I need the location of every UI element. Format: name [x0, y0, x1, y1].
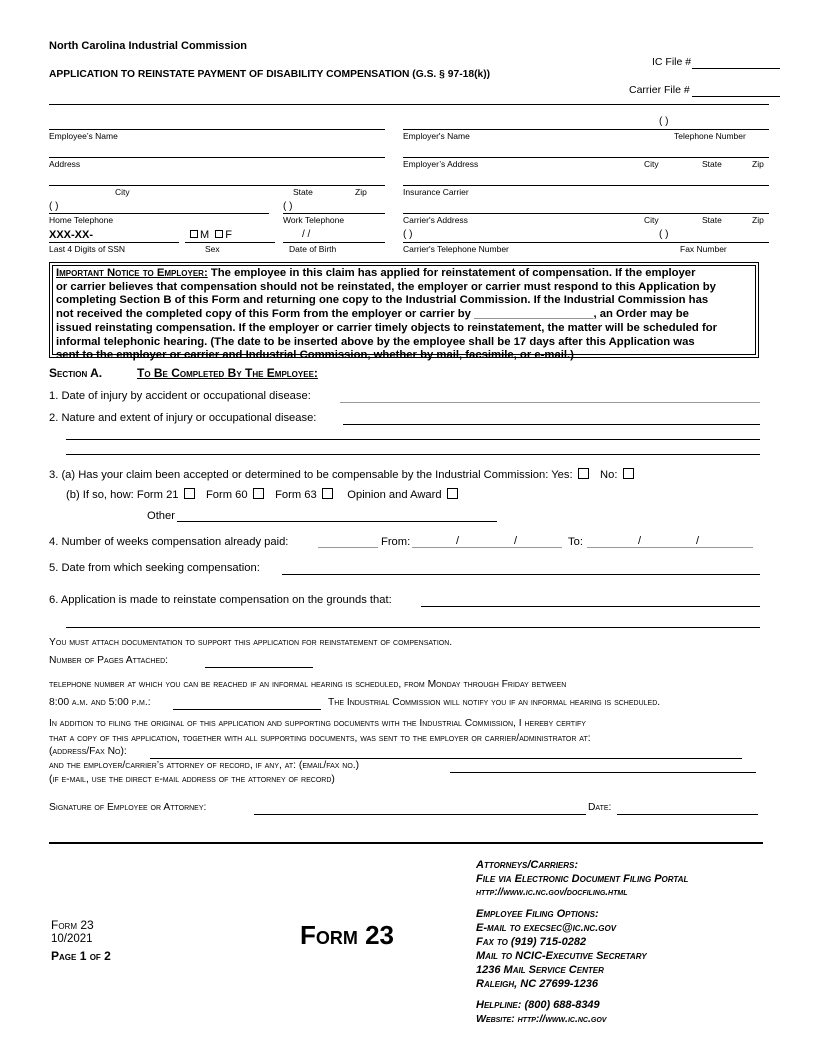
q4-label: 4. Number of weeks compensation already paid: — [49, 536, 289, 548]
employer-address-field[interactable] — [403, 157, 769, 158]
employer-state-label: State — [702, 159, 722, 169]
q3a-label: 3. (a) Has your claim been accepted or determined to be compensable by the Industrial Commission: Yes: — [49, 469, 573, 481]
hearing-phone-field[interactable] — [173, 709, 321, 710]
fax-filing-line: Fax to (919) 715-0282 — [476, 936, 587, 948]
dob-slashes: / / — [302, 229, 311, 240]
sex-f-label: F — [225, 229, 233, 241]
important-notice-text — [52, 265, 756, 362]
hearing-phone-label: 8:00 a.m. and 5:00 p.m.: — [49, 697, 151, 708]
employer-phone-area-code: ( ) — [659, 116, 669, 127]
q3a-no-checkbox[interactable] — [623, 468, 634, 479]
sex-options — [190, 229, 232, 241]
employee-zip-label: Zip — [355, 187, 367, 197]
dob-label: Date of Birth — [289, 244, 337, 254]
section-a-label: Section A. — [49, 366, 103, 380]
sex-m-label: M — [200, 229, 210, 241]
efile-portal-link[interactable]: http://www.ic.nc.gov/docfiling.html — [476, 887, 628, 898]
carrier-zip-label: Zip — [752, 215, 764, 225]
home-phone-field[interactable] — [49, 213, 269, 214]
carrier-address-field[interactable] — [403, 213, 769, 214]
q4-from-slash-2: / — [514, 535, 518, 547]
sex-m-checkbox[interactable] — [190, 230, 198, 238]
q3b-other-label: Other — [147, 510, 175, 522]
ssn-prefix: XXX-XX- — [49, 229, 94, 241]
pages-attached-field[interactable] — [205, 667, 313, 668]
q1-injury-date-field[interactable] — [340, 402, 760, 403]
q6-grounds-field-1[interactable] — [421, 606, 760, 607]
carrier-phone-area-code: ( ) — [403, 229, 413, 240]
q4-to-slash-2: / — [696, 535, 700, 547]
employee-filing-block — [476, 907, 647, 991]
q3b-form21-checkbox[interactable] — [184, 488, 195, 499]
q3b-form63-label: Form 63 — [275, 489, 317, 501]
q4-weeks-field[interactable] — [318, 547, 378, 548]
carrier-phone-fax-field[interactable] — [403, 242, 769, 243]
employer-telephone-label: Telephone Number — [674, 131, 746, 141]
certify-email-note: (if e-mail, use the direct e-mail address of the attorney of record) — [49, 774, 335, 785]
q3b-other-field[interactable] — [177, 521, 497, 522]
footer-revision: 10/2021 — [51, 933, 93, 945]
q3b-form63-checkbox[interactable] — [322, 488, 333, 499]
attorneys-heading: Attorneys/Carriers: — [476, 859, 579, 871]
q6-label: 6. Application is made to reinstate compensation on the grounds that: — [49, 594, 392, 606]
q2-nature-field-3[interactable] — [66, 454, 760, 455]
ssn-field[interactable] — [49, 242, 179, 243]
helpline-block — [476, 998, 606, 1026]
work-phone-field[interactable] — [283, 213, 385, 214]
q4-from-date-field[interactable] — [412, 547, 562, 548]
carrier-address-label: Carrier's Address — [403, 215, 468, 225]
dob-field[interactable] — [283, 242, 385, 243]
notice-line-7: sent to the employer or carrier and Industrial Commission, whether by mail, facsimile, or e-mail.) — [56, 349, 574, 362]
attorneys-carriers-block — [476, 858, 688, 900]
q3a-no-label: No: — [600, 469, 618, 481]
insurance-carrier-label: Insurance Carrier — [403, 187, 469, 197]
signature-field[interactable] — [254, 814, 586, 815]
footer-form-number: Form 23 — [51, 918, 94, 932]
q2-nature-field-2[interactable] — [66, 439, 760, 440]
certify-line-1: In addition to filing the original of this application and supporting documents with the Industrial Commission, I hereby certify — [49, 718, 586, 729]
notice-line-4: not received the completed copy of this Form from the employer or carrier by ___________________, an Order may be — [56, 308, 689, 321]
mail-address-line-1: 1236 Mail Service Center — [476, 964, 604, 976]
certify-address-label: (address/Fax No): — [49, 746, 127, 757]
footer-divider — [49, 842, 763, 844]
form-title: APPLICATION TO REINSTATE PAYMENT OF DISABILITY COMPENSATION (G.S. § 97-18(k)) — [49, 69, 491, 80]
employee-address-label: Address — [49, 159, 81, 169]
hearing-phone-line-1: telephone number at which you can be reached if an informal hearing is scheduled, from Monday through Friday between — [49, 679, 567, 690]
carrier-fax-label: Fax Number — [680, 244, 727, 254]
carrier-state-label: State — [702, 215, 722, 225]
carrier-file-label: Carrier File # — [629, 84, 690, 96]
employer-name-label: Employer's Name — [403, 131, 470, 141]
date-label: Date: — [588, 802, 612, 813]
carrier-fax-area-code: ( ) — [659, 229, 669, 240]
employee-state-label: State — [293, 187, 313, 197]
must-attach-notice: You must attach documentation to support this application for reinstatement of compensation. — [49, 637, 453, 648]
agency-name: North Carolina Industrial Commission — [49, 40, 248, 52]
q5-date-field[interactable] — [282, 574, 760, 575]
insurance-carrier-field[interactable] — [403, 185, 769, 186]
employer-zip-label: Zip — [752, 159, 764, 169]
q3a-row — [49, 468, 636, 481]
footer-page-number: Page 1 of 2 — [51, 949, 111, 963]
q3b-opinion-checkbox[interactable] — [447, 488, 458, 499]
employee-city-label: City — [115, 187, 130, 197]
employer-name-field[interactable] — [403, 129, 769, 130]
q3b-form60-checkbox[interactable] — [253, 488, 264, 499]
q3b-form21-label: (b) If so, how: Form 21 — [66, 489, 179, 501]
q1-label: 1. Date of injury by accident or occupational disease: — [49, 390, 311, 402]
home-phone-area-code: ( ) — [49, 201, 59, 212]
mail-filing-line: Mail to NCIC-Executive Secretary — [476, 950, 647, 962]
sex-label: Sex — [205, 244, 220, 254]
important-notice-box — [49, 262, 759, 362]
ssn-label: Last 4 Digits of SSN — [49, 244, 126, 254]
q3b-form60-label: Form 60 — [205, 489, 248, 501]
q3b-opinion-label: Opinion and Award — [347, 489, 442, 501]
certify-attorney-field[interactable] — [450, 772, 756, 773]
q2-label: 2. Nature and extent of injury or occupational disease: — [49, 412, 317, 424]
employer-city-label: City — [644, 159, 659, 169]
ic-file-field[interactable] — [692, 68, 780, 69]
employee-name-label: Employee’s Name — [49, 131, 118, 141]
work-phone-area-code: ( ) — [283, 201, 293, 212]
website-line[interactable]: Website: http://www.ic.nc.gov — [476, 1013, 607, 1025]
work-phone-label: Work Telephone — [283, 215, 345, 225]
home-phone-label: Home Telephone — [49, 215, 114, 225]
q3a-yes-checkbox[interactable] — [578, 468, 589, 479]
q6-grounds-field-2[interactable] — [66, 627, 760, 628]
header-divider — [49, 104, 769, 105]
sex-f-checkbox[interactable] — [215, 230, 223, 238]
sex-field — [185, 242, 275, 243]
q4-from-slash-1: / — [456, 535, 460, 547]
certify-address-field[interactable] — [150, 758, 742, 759]
notice-line-5: issued reinstating compensation. If the employer or carrier timely objects to reinstatement, the matter will be scheduled for — [56, 321, 718, 334]
q5-label: 5. Date from which seeking compensation: — [49, 562, 260, 574]
notice-line-3: completing Section B of this Form and returning one copy to the Industrial Commission. If the Industrial Commission has — [56, 294, 709, 307]
carrier-file-field[interactable] — [692, 96, 780, 97]
mail-address-line-2: Raleigh, NC 27699-1236 — [476, 978, 598, 990]
q4-from-label: From: — [381, 536, 411, 548]
notice-line-6: informal telephonic hearing. (The date to be inserted above by the employee shall be 17 days after this Application was — [56, 335, 695, 348]
certify-line-2: that a copy of this application, together with all supporting documents, was sent to the employer or carrier/administrator at: — [49, 733, 591, 744]
notice-heading: Important Notice to Employer: — [56, 267, 208, 279]
employer-address-label: Employer’s Address — [403, 159, 479, 169]
section-a-title: To Be Completed By The Employee: — [137, 366, 318, 380]
q4-to-label: To: — [568, 536, 583, 548]
q3b-row — [66, 488, 460, 501]
notice-line-1: The employee in this claim has applied for reinstatement of compensation. If the employer — [207, 267, 696, 279]
carrier-phone-label: Carrier's Telephone Number — [403, 244, 509, 254]
carrier-city-label: City — [644, 215, 659, 225]
signature-label: Signature of Employee or Attorney: — [49, 802, 207, 813]
ic-file-label: IC File # — [652, 56, 692, 68]
helpline-line: Helpline: (800) 688-8349 — [476, 999, 600, 1011]
email-filing-line[interactable]: E-mail to execsec@ic.nc.gov — [476, 922, 617, 934]
footer-big-title: Form 23 — [300, 920, 395, 950]
employee-name-field[interactable] — [49, 129, 385, 130]
hearing-notify-text: The Industrial Commission will notify you if an informal hearing is scheduled. — [328, 697, 661, 708]
employee-address-field[interactable] — [49, 157, 385, 158]
efile-portal-line: File via Electronic Document Filing Portal — [476, 873, 689, 885]
date-field[interactable] — [617, 814, 758, 815]
q4-to-slash-1: / — [638, 535, 642, 547]
notice-line-2: or carrier believes that compensation should not be reinstated, the employer or carrier must respond to this Application by — [56, 280, 716, 293]
q4-to-date-field[interactable] — [587, 547, 753, 548]
q2-nature-field-1[interactable] — [343, 424, 760, 425]
certify-attorney-label: and the employer/carrier’s attorney of record, if any, at: (email/fax no.) — [49, 760, 360, 771]
employee-filing-heading: Employee Filing Options: — [476, 908, 599, 920]
employee-city-state-zip-field[interactable] — [49, 185, 385, 186]
pages-attached-label: Number of Pages Attached: — [49, 655, 169, 666]
